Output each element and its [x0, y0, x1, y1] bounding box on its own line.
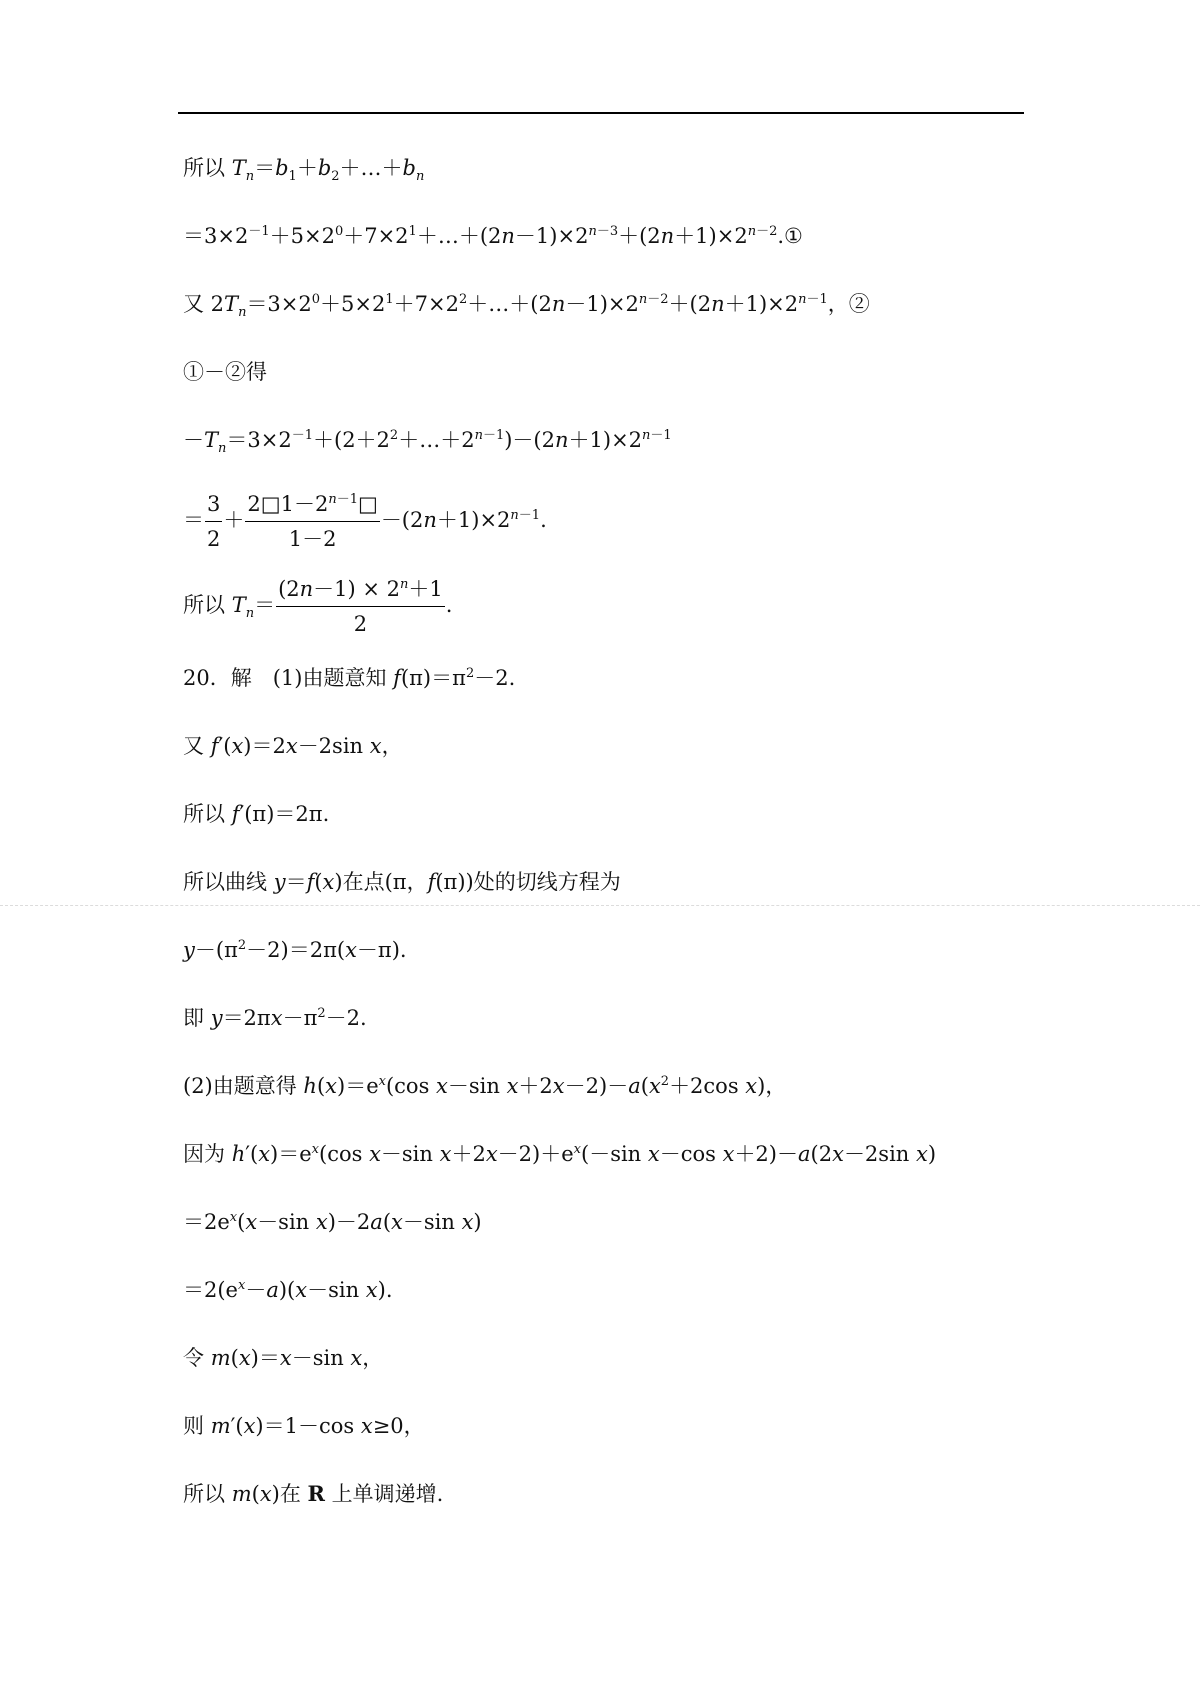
text-prefix: 令: [183, 1346, 211, 1370]
text-prefix: 则: [183, 1414, 211, 1438]
derivative-line: 又 f′(x)＝2x－2sin x，: [183, 734, 403, 758]
part-2-line: (2)由题意得 $h(x)=e^x(\cos$ x－sin $x+2x-2)-a(x^2+2\cos$ x)，: [183, 1074, 787, 1098]
h-derivative-simplify-1: $=2e^x(x-\sin$ x)－2a(x－sin x): [183, 1210, 482, 1234]
text-prefix: 所以: [183, 156, 232, 180]
expansion-line-1: $=3\times 2^{-1}+5\times 2^0+7\times 2^1+\dots+(2n-1)\times 2^{n-3}+(2n+1)\times 2^{n-2}.①$: [183, 224, 803, 248]
text-prefix: 所以曲线: [183, 870, 274, 894]
h-derivative-simplify-2: $=2(e^x-a)(x-\sin$ x).: [183, 1278, 393, 1302]
fraction-line: ＝ $\frac{3}{2}$ ＋ $\frac{2□1-2^{n-1}□}{1-2}$ $-(2n+1)\times 2^{n-1}$.: [183, 492, 547, 551]
result-line: 所以 $T_n=$ $\frac{(2n-1) \times 2^n+1}{2}$ .: [183, 577, 453, 636]
text-prefix: 即: [183, 1006, 211, 1030]
problem-20-heading: 20．解 (1)由题意知 $f(\pi)=\pi^2-2$.: [183, 666, 516, 690]
header-rule: [178, 112, 1024, 114]
page-break-divider: [0, 905, 1200, 906]
tangent-simplified-line: 即 $y=2\pi x-\pi^2-2$.: [183, 1006, 367, 1030]
m-derivative-line: 则 m′(x)＝1－cos x≥0，: [183, 1414, 425, 1438]
sum-definition-line: 所以 $T_n=b_1+b_2+\dots+b_n$: [183, 156, 425, 184]
text-prefix: 因为: [183, 1142, 232, 1166]
tangent-equation-line: $y-(\pi^2-2)=2\pi(x-\pi)$.: [183, 938, 407, 962]
subtract-line: ①－②得: [183, 360, 267, 384]
monotonic-conclusion-line: 所以 m(x)在 R 上单调递增.: [183, 1481, 444, 1506]
m-definition-line: 令 m(x)＝x－sin x，: [183, 1346, 384, 1370]
fraction-geometric-sum: $\frac{2□1-2^{n-1}□}{1-2}$: [247, 492, 378, 551]
fraction-result: $\frac{(2n-1) \times 2^n+1}{2}$: [278, 577, 443, 636]
text-prefix: 所以: [183, 1482, 232, 1506]
problem-label: 20．解 (1)由题意知: [183, 666, 394, 690]
h-derivative-line: 因为 $h'(x)=e^x(\cos$ x－sin $x+2x-2)+e^x(-\sin$ x－cos x＋2)－a(2x－2sin x): [183, 1142, 937, 1166]
tangent-intro-line: 所以曲线 y＝f(x)在点(π，f(π))处的切线方程为: [183, 870, 621, 894]
real-numbers-symbol: R: [307, 1481, 325, 1506]
expansion-line-2: 又 $2T_n=3\times 2^0+5\times 2^1+7\times 2^2+\dots+(2n-1)\times 2^{n-2}+(2n+1)\times 2^{n-1}$，②: [183, 292, 870, 320]
difference-line: $-T_n=3\times 2^{-1}+(2+2^2+\dots+2^{n-1})-(2n+1)\times 2^{n-1}$: [183, 428, 672, 456]
derivative-value-line: 所以 f′(π)＝2π.: [183, 802, 330, 826]
text-suffix: 上单调递增.: [324, 1482, 444, 1506]
fraction-three-halves: $\frac{3}{2}$: [207, 492, 221, 551]
